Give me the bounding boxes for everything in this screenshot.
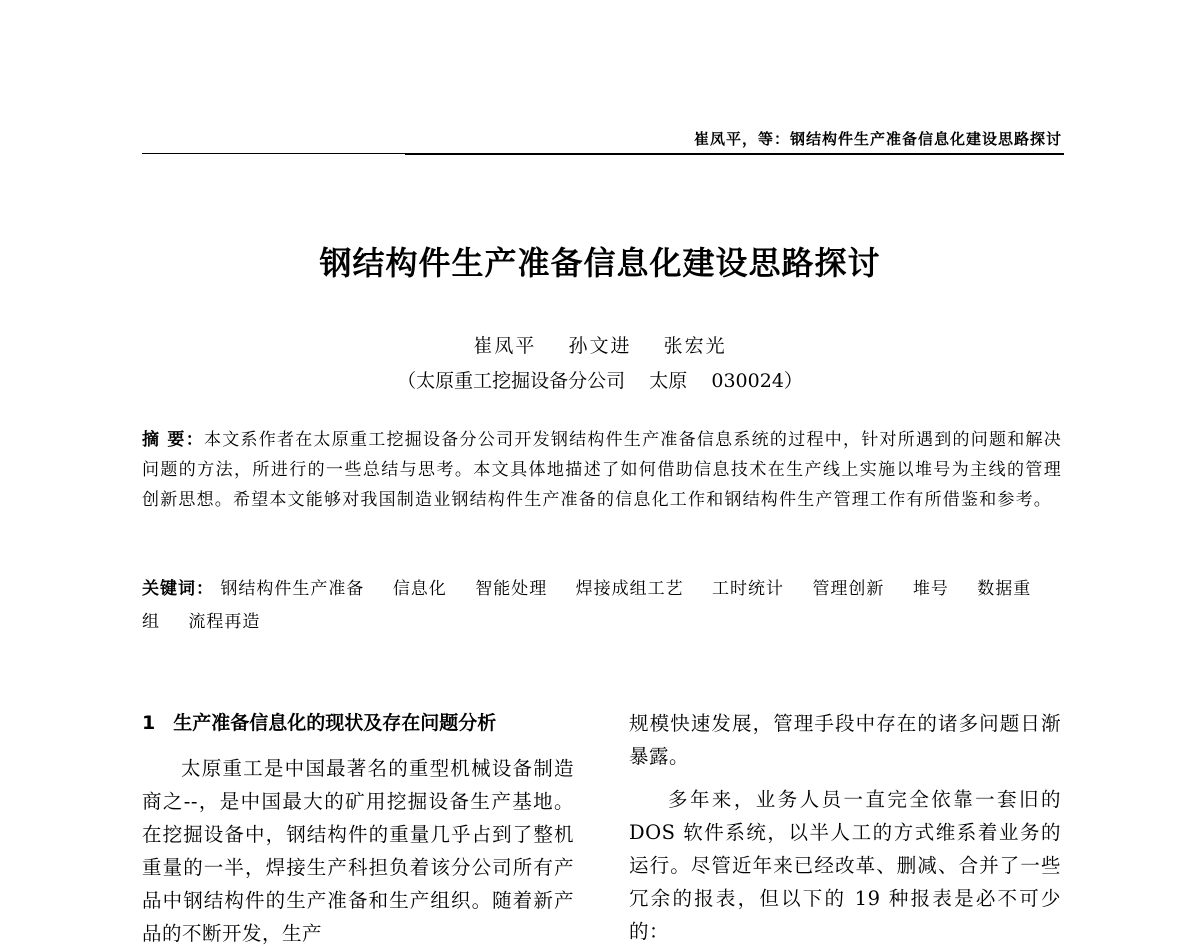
right-column [629,707,1061,948]
keyword: 数据重组 [142,579,1032,632]
keyword: 工时统计 [712,579,785,599]
section-title: 生产准备信息化的现状及存在问题分析 [173,712,497,734]
keyword: 智能处理 [475,579,548,599]
keyword: 信息化 [392,579,447,599]
keyword: 流程再造 [188,612,261,632]
running-header: 崔凤平，等：钢结构件生产准备信息化建设思路探讨 [693,130,1062,148]
keyword: 管理创新 [812,579,885,599]
keywords-label: 关键词： [142,579,214,599]
keyword: 堆号 [912,579,949,599]
body-paragraph: 太原重工是中国最著名的重型机械设备制造商之--，是中国最大的矿用挖掘设备生产基地。在挖掘设备中，钢结构件的重量几乎占到了整机重量的一半，焊接生产科担负着该分公司所有产品中钢结构件的生产准备和生产组织。随着新产品的不断开发，生产 [142,757,574,945]
abstract-label: 摘 要： [142,430,204,450]
abstract [142,425,1062,515]
keyword: 钢结构件生产准备 [220,579,365,599]
paper-authors: 崔凤平 孙文进 张宏光 [473,335,727,357]
keyword-list [142,579,1031,632]
section-number: 1 [142,712,156,734]
keyword: 焊接成组工艺 [575,579,684,599]
section-heading [142,706,574,740]
abstract-text: 本文系作者在太原重工挖掘设备分公司开发钢结构件生产准备信息系统的过程中，针对所遇到的问题和解决问题的方法，所进行的一些总结与思考。本文具体地描述了如何借助信息技术在生产线上实施以堆号为主线的管理创新思想。希望本文能够对我国制造业钢结构件生产准备的信息化工作和钢结构件生产管理工作有所借鉴和参考。 [142,430,1062,510]
body-paragraph-continued: 规模快速发展，管理手段中存在的诸多问题日渐暴露。 [629,712,1061,768]
paper-affiliation: （太原重工挖掘设备分公司 太原 030024） [397,370,803,392]
paper-title: 钢结构件生产准备信息化建设思路探讨 [319,244,881,282]
header-rule-thick [405,153,1064,155]
keywords [142,573,1062,639]
body-paragraph: 多年来，业务人员一直完全依靠一套旧的 DOS 软件系统，以半人工的方式维系着业务的运行。尽管近年来已经改革、删减、合并了一些冗余的报表，但以下的 19 种报表是必不可少的： [629,788,1061,943]
left-column [142,706,574,950]
